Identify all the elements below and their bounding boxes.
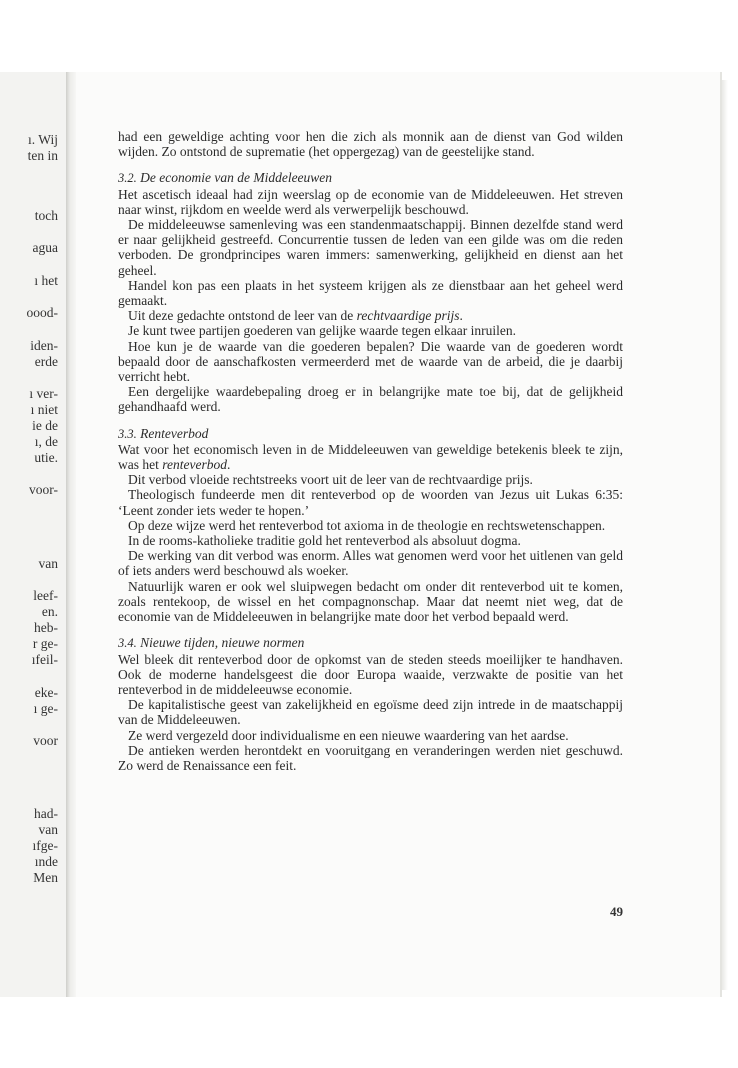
paragraph: De middeleeuwse samenleving was een standenmaatschappij. Binnen dezelfde stand werd er naar gelijkheid gestreefd. Concurrentie tussen de leden van een gilde was om die reden verboden. De grondprincipes waren immers: samenwerking, gelijkheid en dienst aan het geheel.	[118, 217, 623, 278]
section-heading-3-4	[118, 635, 623, 651]
left-page-fragment: ı ver-	[29, 386, 58, 401]
paragraph: Hoe kun je de waarde van die goederen bepalen? Die waarde van de goederen wordt bepaald door de aanschafkosten vermeerderd met de waarde van de arbeid, die je daarbij verricht hebt.	[118, 338, 623, 385]
paragraph: Op deze wijze werd het renteverbod tot axioma in de theologie en rechtswetenschappen.	[128, 517, 606, 533]
left-page-fragment: ı het	[34, 273, 58, 288]
paragraph: Natuurlijk waren er ook wel sluipwegen bedacht om onder dit renteverbod uit te komen, zoals rentekoop, de wissel en het compagnonschap. Maar dat neemt niet weg, dat de economie van de Middeleeuwen in belangrijke mate door het verbod bepaald werd.	[118, 578, 623, 625]
text-run: .	[226, 457, 231, 473]
section-number: 3.2.	[118, 171, 137, 186]
left-page-fragment: van	[38, 556, 58, 571]
paragraph: Ze werd vergezeld door individualisme en een nieuwe waardering van het aardse.	[128, 727, 569, 743]
left-page-fragment: r ge-	[32, 636, 58, 651]
book-gutter	[66, 72, 76, 997]
paragraph: Wel bleek dit renteverbod door de opkomst van de steden steeds moeilijker te handhaven. Ook de moderne handelsgeest die door Europa waaide, verzwakte de positie van het renteverbod in de middeleeuwse economie.	[118, 651, 623, 697]
left-page-fragment: ie de	[32, 418, 58, 433]
page-edge	[722, 80, 728, 990]
paragraph	[118, 308, 623, 323]
left-page-fragment: heb-	[34, 620, 58, 635]
text-run: Uit deze gedachte ontstond de leer van de	[128, 308, 357, 324]
left-page-fragment: en.	[41, 604, 58, 619]
left-page-fragment: iden-	[30, 338, 58, 353]
emphasis-term: rechtvaardige prijs	[356, 308, 460, 324]
section-title: Renteverbod	[140, 425, 209, 441]
left-page-fragment: ı, de	[34, 434, 58, 449]
left-page-fragment: ıfge-	[32, 838, 58, 853]
emphasis-term: renteverbod	[162, 457, 227, 473]
section-title: Nieuwe tijden, nieuwe normen	[140, 635, 305, 651]
section-heading-3-2	[118, 170, 623, 186]
paragraph: Handel kon pas een plaats in het systeem krijgen als ze dienstbaar aan het geheel werd gemaakt.	[118, 277, 623, 309]
left-page-fragment: erde	[34, 354, 58, 369]
paragraph: Je kunt twee partijen goederen van gelijke waarde tegen elkaar inruilen.	[128, 323, 516, 339]
intro-paragraph: had een geweldige achting voor hen die zich als monnik aan de dienst van God wilden wijden. Zo ontstond de suprematie (het oppergezag) van de geestelijke stand.	[118, 129, 623, 160]
left-page-fragment: ı niet	[30, 402, 58, 417]
left-page-fragment: toch	[34, 208, 58, 223]
left-page-fragment: van	[38, 822, 58, 837]
paragraph: De kapitalistische geest van zakelijkheid en egoïsme deed zijn intrede in de maatschappij van de Middeleeuwen.	[118, 697, 623, 728]
paragraph	[118, 442, 623, 472]
paragraph: Dit verbod vloeide rechtstreeks voort uit de leer van de rechtvaardige prijs.	[128, 472, 533, 488]
left-page-fragment: Men	[33, 870, 58, 885]
section-heading-3-3	[118, 426, 623, 442]
text-run: .	[459, 308, 463, 324]
paragraph: Het ascetisch ideaal had zijn weerslag op de economie van de Middeleeuwen. Het streven naar winst, rijkdom en weelde werd als verwerpelijk beschouwd.	[118, 186, 623, 217]
paragraph: Theologisch fundeerde men dit renteverbod op de woorden van Jezus uit Lukas 6:35: ‘Leent zonder iets weder te hopen.’	[118, 487, 623, 518]
left-page-fragment: utie.	[34, 450, 58, 465]
left-page-fragment: ı. Wij	[28, 132, 58, 147]
section-number: 3.3.	[118, 426, 137, 441]
left-page-fragment: eke-	[34, 685, 58, 700]
left-page	[0, 72, 67, 997]
paragraph: De antieken werden herontdekt en vooruitgang en veranderingen werden niet geschuwd. Zo werd de Renaissance een feit.	[118, 742, 623, 773]
left-page-fragment: had-	[34, 806, 58, 821]
left-page-fragment: ı ge-	[33, 701, 58, 716]
left-page-fragment: leef-	[33, 588, 58, 603]
left-page-fragment: ıfeil-	[31, 652, 58, 667]
left-page-fragment: voor-	[29, 482, 58, 497]
left-page-fragment: ten in	[27, 148, 58, 163]
page-body	[118, 129, 623, 773]
paragraph: Een dergelijke waardebepaling droeg er in belangrijke mate toe bij, dat de gelijkheid gehandhaafd werd.	[118, 384, 623, 415]
text-run: Wat voor het economisch leven in de Middeleeuwen van geweldige betekenis bleek te zijn, was het	[118, 441, 623, 473]
paragraph: In de rooms-katholieke traditie gold het renteverbod als absoluut dogma.	[128, 533, 521, 549]
paragraph: De werking van dit verbod was enorm. Alles wat genomen werd voor het uitlenen van geld of iets anders werd beschouwd als woeker.	[118, 548, 623, 579]
left-page-fragment: ınde	[34, 854, 58, 869]
section-title: De economie van de Middeleeuwen	[140, 170, 333, 186]
left-page-fragment: oood-	[26, 305, 58, 320]
section-number: 3.4.	[118, 636, 137, 651]
left-page-fragment: agua	[32, 240, 58, 255]
page-number: 49	[610, 904, 623, 919]
left-page-fragment: voor	[33, 733, 58, 748]
